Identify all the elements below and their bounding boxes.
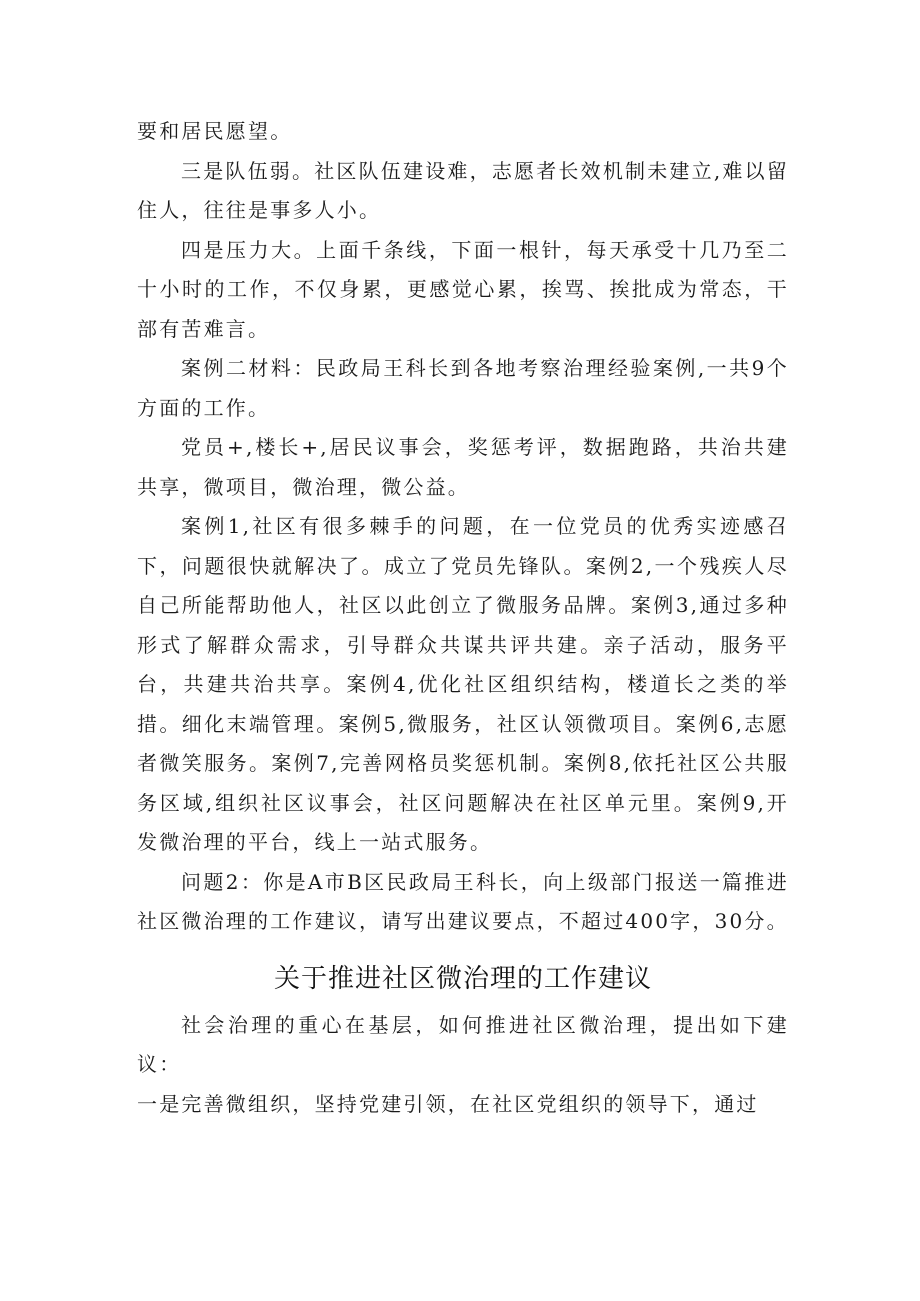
document-body xyxy=(137,112,789,1124)
paragraph-cases: 案例1,社区有很多棘手的问题，在一位党员的优秀实迹感召下，问题很快就解决了。成立了党员先锋队。案例2,一个残疾人尽自己所能帮助他人，社区以此创立了微服务品牌。案例3,通过多种形式了解群众需求，引导群众共谋共评共建。亲子活动，服务平台，共建共治共享。案例4,优化社区组织结构，楼道长之类的举措。细化末端管理。案例5,微服务，社区认领微项目。案例6,志愿者微笑服务。案例7,完善网格员奖惩机制。案例8,依托社区公共服务区域,组织社区议事会，社区问题解决在社区单元里。案例9,开发微治理的平台，线上一站式服务。 xyxy=(137,514,789,854)
paragraph-intro: 社会治理的重心在基层，如何推进社区微治理，提出如下建议： xyxy=(137,1012,789,1076)
paragraph-pressure: 四是压力大。上面千条线，下面一根针，每天承受十几乃至二十小时的工作，不仅身累，更感觉心累，挨骂、挨批成为常态，干部有苦难言。 xyxy=(137,237,789,341)
paragraph-case-two-material: 案例二材料：民政局王科长到各地考察治理经验案例,一共9个方面的工作。 xyxy=(137,356,789,420)
paragraph-continuation: 要和居民愿望。 xyxy=(137,119,293,143)
paragraph-team-weak: 三是队伍弱。社区队伍建设难，志愿者长效机制未建立,难以留住人，往往是事多人小。 xyxy=(137,158,789,222)
paragraph-first-suggestion: 一是完善微组织，坚持党建引领，在社区党组织的领导下，通过 xyxy=(137,1091,759,1116)
paragraph-work-list: 党员+,楼长+,居民议事会，奖惩考评，数据跑路，共治共建共享，微项目，微治理，微公益。 xyxy=(137,435,789,499)
paragraph-question-two: 问题2：你是A市B区民政局王科长，向上级部门报送一篇推进社区微治理的工作建议，请写出建议要点，不超过400字，30分。 xyxy=(137,869,789,933)
section-title: 关于推进社区微治理的工作建议 xyxy=(273,963,652,994)
